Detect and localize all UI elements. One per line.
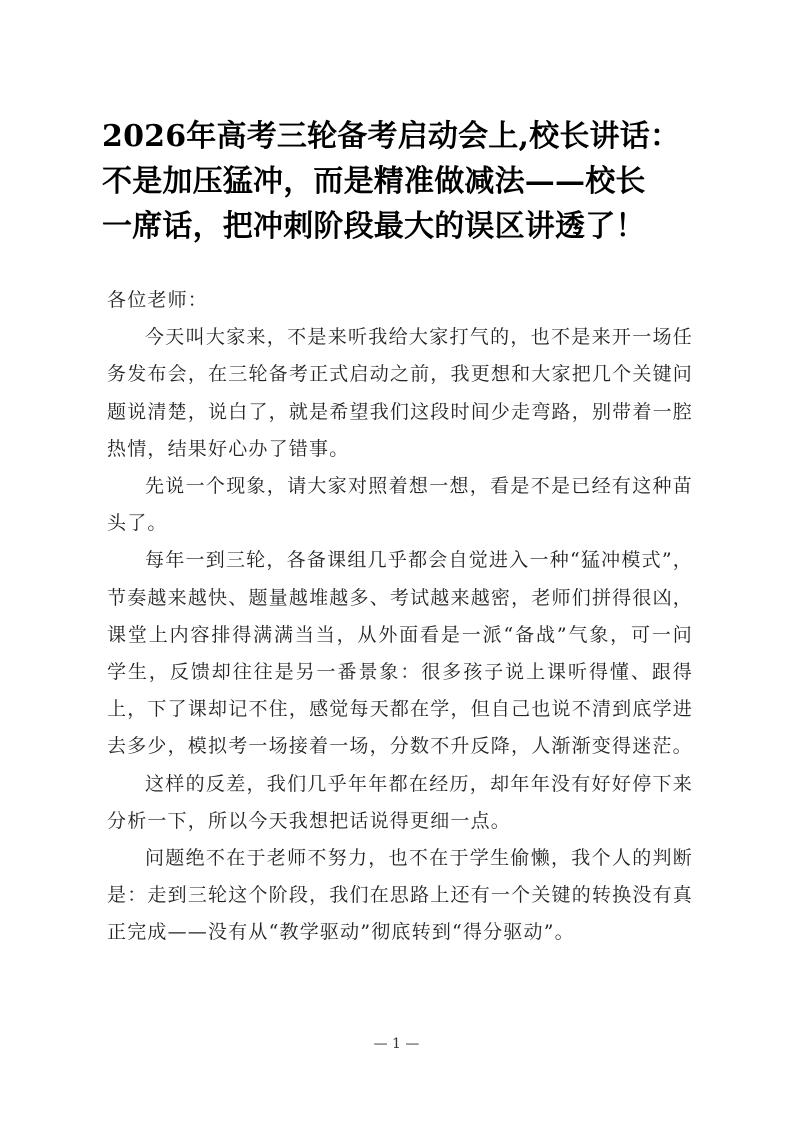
paragraph: 问题绝不在于老师不努力，也不在于学生偷懒，我个人的判断是：走到三轮这个阶段，我们在思路上还有一个关键的转换没有真正完成——没有从“教学驱动”彻底转到“得分驱动”。 (107, 847, 693, 944)
paragraph: 先说一个现象，请大家对照着想一想，看是不是已经有这种苗头了。 (107, 475, 693, 535)
salutation: 各位老师： (107, 289, 209, 311)
paragraph: 这样的反差，我们几乎年年都在经历，却年年没有好好停下来分析一下，所以今天我想把话说得更细一点。 (107, 772, 693, 832)
paragraph: 今天叫大家来，不是来听我给大家打气的，也不是来开一场任务发布会，在三轮备考正式启动之前，我更想和大家把几个关键问题说清楚，说白了，就是希望我们这段时间少走弯路，别带着一腔热情，结果好心办了错事。 (107, 326, 693, 460)
title-line: 不是加压猛冲，而是精准做减法——校长 (102, 164, 646, 199)
page-number: — 1 — (373, 1036, 420, 1052)
document-body (107, 282, 693, 952)
title-line: 一席话，把冲刺阶段最大的误区讲透了！ (102, 209, 646, 244)
document-title (102, 114, 702, 249)
paragraph: 每年一到三轮，各备课组几乎都会自觉进入一种“猛冲模式”，节奏越来越快、题量越堆越多、考试越来越密，老师们拼得很凶，课堂上内容排得满满当当，从外面看是一派“备战”气象，可一问学生，反馈却往往是另一番景象：很多孩子说上课听得懂、跟得上，下了课却记不住，感觉每天都在学，但自己也说不清到底学进去多少，模拟考一场接着一场，分数不升反降，人渐渐变得迷茫。 (107, 549, 693, 758)
title-line: 2026年高考三轮备考启动会上,校长讲话： (102, 119, 681, 154)
